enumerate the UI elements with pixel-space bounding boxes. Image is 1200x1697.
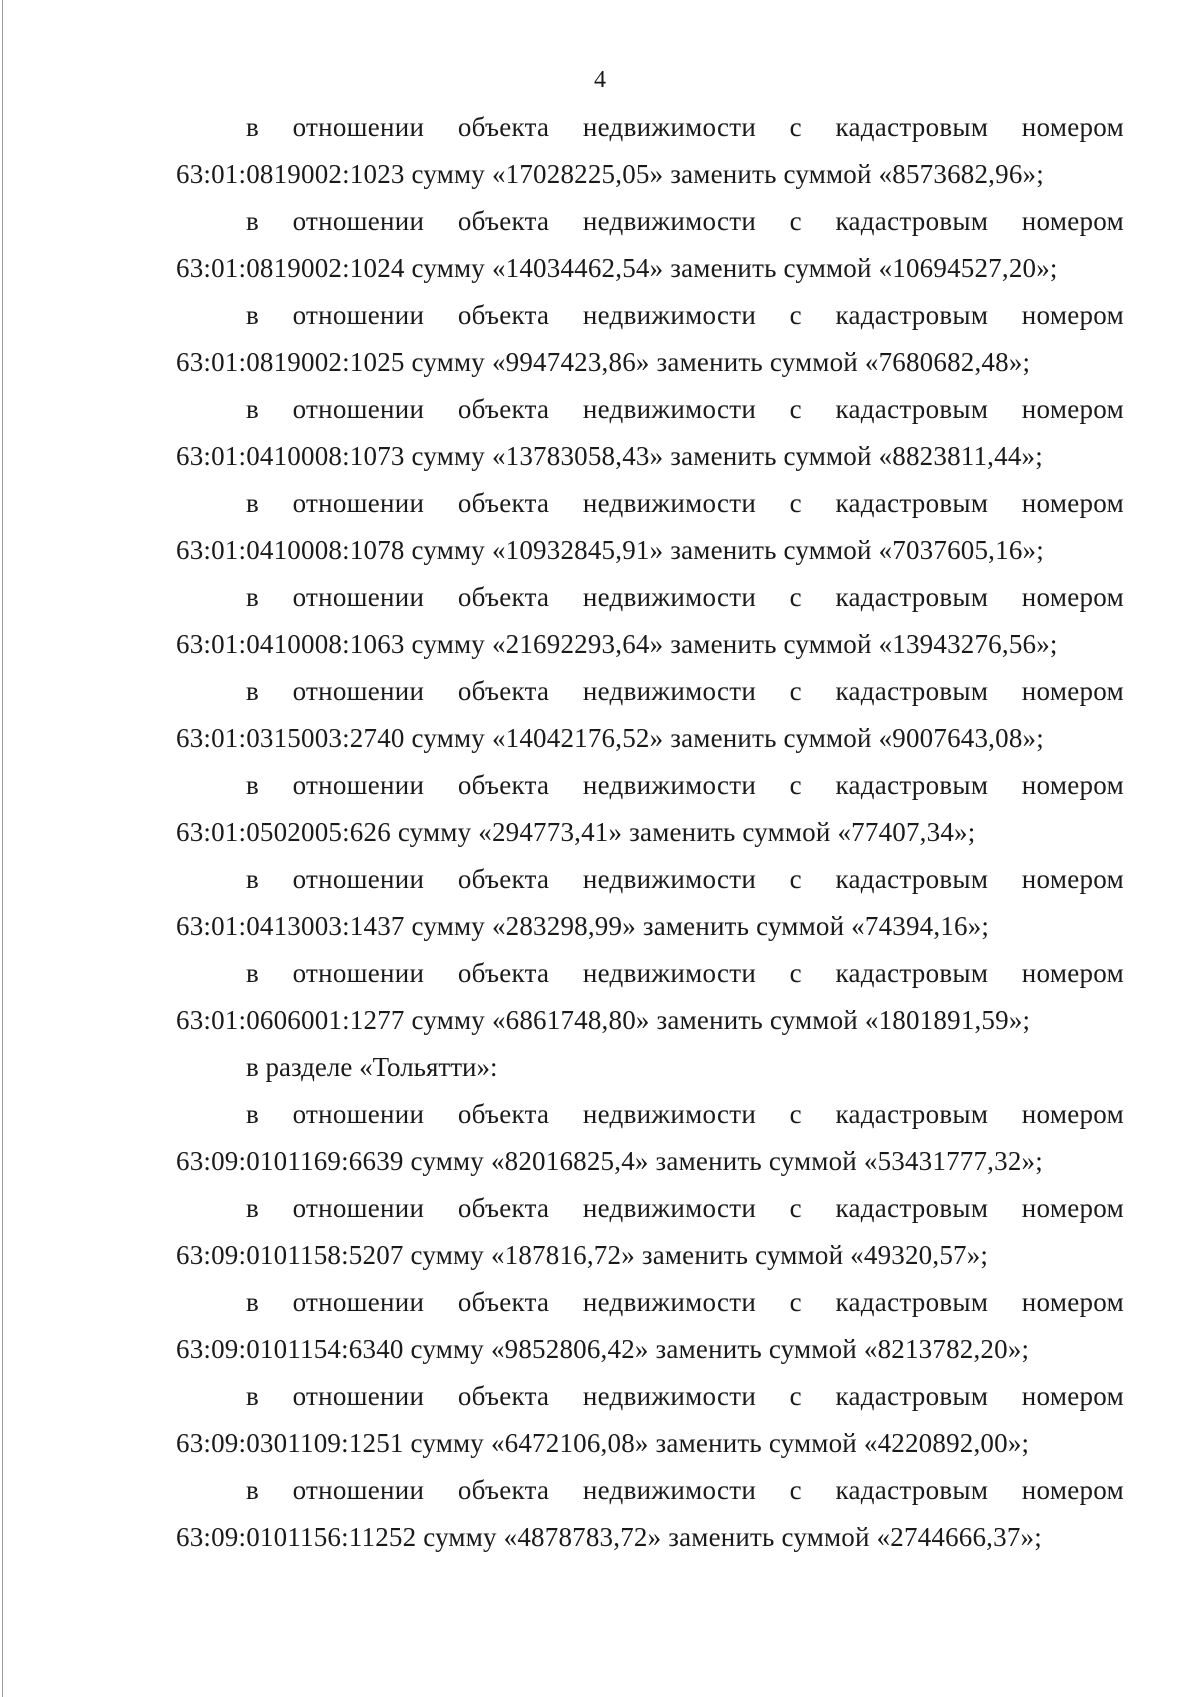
entry-lead-line: в отношении объекта недвижимости с кадастровым номером (246, 582, 1124, 612)
entry-detail-line: 63:01:0606001:1277 сумму «6861748,80» заменить суммой «1801891,59»; (176, 1005, 1031, 1035)
entries-group-2 (176, 1091, 1124, 1561)
entry-detail-line: 63:01:0819002:1025 сумму «9947423,86» заменить суммой «7680682,48»; (176, 347, 1031, 377)
entry-paragraph (176, 1091, 1124, 1185)
entry-lead-line: в отношении объекта недвижимости с кадастровым номером (246, 300, 1124, 330)
entry-paragraph (176, 386, 1124, 480)
entry-lead-line: в отношении объекта недвижимости с кадастровым номером (246, 206, 1124, 236)
entries-group-1 (176, 104, 1124, 1044)
entry-lead-line: в отношении объекта недвижимости с кадастровым номером (246, 770, 1124, 800)
entry-lead-line: в отношении объекта недвижимости с кадастровым номером (246, 1099, 1124, 1129)
entry-lead-line: в отношении объекта недвижимости с кадастровым номером (246, 112, 1124, 142)
entry-paragraph (176, 668, 1124, 762)
entry-paragraph (176, 856, 1124, 950)
page-number: 4 (594, 67, 606, 93)
entry-lead-line: в отношении объекта недвижимости с кадастровым номером (246, 1193, 1124, 1223)
entry-paragraph (176, 292, 1124, 386)
entry-detail-line: 63:09:0301109:1251 сумму «6472106,08» заменить суммой «4220892,00»; (176, 1428, 1030, 1458)
entry-paragraph (176, 104, 1124, 198)
entry-lead-line: в отношении объекта недвижимости с кадастровым номером (246, 1287, 1124, 1317)
section-heading: в разделе «Тольятти»: (246, 1052, 498, 1082)
entry-lead-line: в отношении объекта недвижимости с кадастровым номером (246, 394, 1124, 424)
scan-margin-line (2, 0, 3, 1697)
entry-detail-line: 63:01:0315003:2740 сумму «14042176,52» заменить суммой «9007643,08»; (176, 723, 1044, 753)
entry-lead-line: в отношении объекта недвижимости с кадастровым номером (246, 1381, 1124, 1411)
entry-lead-line: в отношении объекта недвижимости с кадастровым номером (246, 488, 1124, 518)
entry-lead-line: в отношении объекта недвижимости с кадастровым номером (246, 958, 1124, 988)
entry-detail-line: 63:01:0413003:1437 сумму «283298,99» заменить суммой «74394,16»; (176, 911, 990, 941)
document-body (176, 104, 1124, 1561)
entry-paragraph (176, 1467, 1124, 1561)
entry-paragraph (176, 950, 1124, 1044)
entry-lead-line: в отношении объекта недвижимости с кадастровым номером (246, 1475, 1124, 1505)
entry-lead-line: в отношении объекта недвижимости с кадастровым номером (246, 676, 1124, 706)
entry-detail-line: 63:01:0502005:626 сумму «294773,41» заменить суммой «77407,34»; (176, 817, 976, 847)
entry-detail-line: 63:01:0819002:1023 сумму «17028225,05» заменить суммой «8573682,96»; (176, 159, 1044, 189)
entry-lead-line: в отношении объекта недвижимости с кадастровым номером (246, 864, 1124, 894)
entry-detail-line: 63:09:0101156:11252 сумму «4878783,72» заменить суммой «2744666,37»; (176, 1522, 1042, 1552)
entry-paragraph (176, 1373, 1124, 1467)
entry-detail-line: 63:01:0819002:1024 сумму «14034462,54» заменить суммой «10694527,20»; (176, 253, 1058, 283)
entry-paragraph (176, 198, 1124, 292)
entry-detail-line: 63:01:0410008:1073 сумму «13783058,43» заменить суммой «8823811,44»; (176, 441, 1043, 471)
entry-paragraph (176, 1279, 1124, 1373)
entry-paragraph (176, 480, 1124, 574)
entry-detail-line: 63:09:0101158:5207 сумму «187816,72» заменить суммой «49320,57»; (176, 1240, 989, 1270)
entry-detail-line: 63:09:0101169:6639 сумму «82016825,4» заменить суммой «53431777,32»; (176, 1146, 1043, 1176)
entry-detail-line: 63:01:0410008:1078 сумму «10932845,91» заменить суммой «7037605,16»; (176, 535, 1044, 565)
entry-paragraph (176, 574, 1124, 668)
entry-paragraph (176, 762, 1124, 856)
entry-paragraph (176, 1185, 1124, 1279)
entry-detail-line: 63:01:0410008:1063 сумму «21692293,64» заменить суммой «13943276,56»; (176, 629, 1058, 659)
entry-detail-line: 63:09:0101154:6340 сумму «9852806,42» заменить суммой «8213782,20»; (176, 1334, 1030, 1364)
